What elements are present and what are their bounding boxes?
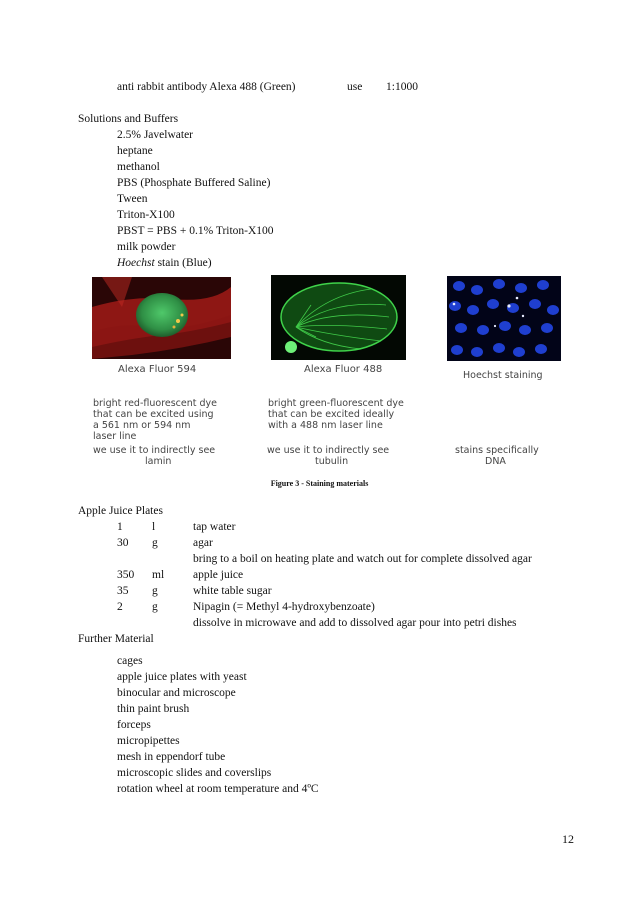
panel1-use: lamin xyxy=(145,456,172,467)
aj-qty: 2 xyxy=(117,601,123,613)
antibody-name: anti rabbit antibody Alexa 488 (Green) xyxy=(117,81,296,93)
further-heading: Further Material xyxy=(78,633,154,645)
panel3-use: stains specifically xyxy=(455,445,539,456)
further-item: apple juice plates with yeast xyxy=(117,671,247,683)
page-number: 12 xyxy=(562,832,574,846)
aj-item: white table sugar xyxy=(193,585,272,597)
aj-unit: g xyxy=(152,585,158,597)
solution-item: methanol xyxy=(117,161,160,173)
further-item: cages xyxy=(117,655,143,667)
aj-item: Nipagin (= Methyl 4-hydroxybenzoate) xyxy=(193,601,375,613)
apple-juice-heading: Apple Juice Plates xyxy=(78,505,163,517)
aj-instruction: dissolve in microwave and add to dissolved agar pour into petri dishes xyxy=(193,617,517,629)
antibody-use: use xyxy=(347,81,363,93)
hoechst-rest: stain (Blue) xyxy=(154,257,212,269)
solution-item: Tween xyxy=(117,193,148,205)
panel1-use: we use it to indirectly see xyxy=(93,445,216,456)
aj-item: agar xyxy=(193,537,213,549)
antibody-dilution: 1:1000 xyxy=(386,81,418,93)
further-item: thin paint brush xyxy=(117,703,190,715)
further-item: microscopic slides and coverslips xyxy=(117,767,272,779)
panel2-desc: that can be excited ideally xyxy=(268,409,395,420)
solution-item: Triton-X100 xyxy=(117,209,175,221)
solutions-heading: Solutions and Buffers xyxy=(78,113,179,125)
solution-item: PBS (Phosphate Buffered Saline) xyxy=(117,177,271,189)
aj-item: tap water xyxy=(193,521,236,533)
aj-unit: g xyxy=(152,601,158,613)
figure-caption: Figure 3 - Staining materials xyxy=(270,479,369,488)
panel2-use: tubulin xyxy=(315,456,349,467)
solution-item: 2.5% Javelwater xyxy=(117,129,193,141)
panel3-title: Hoechst staining xyxy=(463,370,543,381)
solution-item-hoechst xyxy=(117,256,212,270)
further-item: mesh in eppendorf tube xyxy=(117,751,226,763)
alexa594-image xyxy=(92,277,231,359)
solution-item: milk powder xyxy=(117,241,176,253)
further-item: rotation wheel at room temperature and 4ºC xyxy=(117,783,319,795)
panel2-use: we use it to indirectly see xyxy=(267,445,390,456)
aj-unit: ml xyxy=(152,569,165,581)
panel1-desc: that can be excited using xyxy=(93,409,214,420)
aj-qty: 350 xyxy=(117,569,135,581)
panel1-title: Alexa Fluor 594 xyxy=(118,364,197,375)
panel1-desc: bright red-fluorescent dye xyxy=(93,398,218,409)
aj-qty: 35 xyxy=(117,585,129,597)
alexa488-image xyxy=(271,275,406,360)
further-item: micropipettes xyxy=(117,735,180,747)
aj-unit: l xyxy=(152,521,156,533)
solution-item: heptane xyxy=(117,145,153,157)
further-item: binocular and microscope xyxy=(117,687,236,699)
panel2-desc: bright green-fluorescent dye xyxy=(268,398,404,409)
further-item: forceps xyxy=(117,719,151,731)
aj-unit: g xyxy=(152,537,158,549)
solution-item: PBST = PBS + 0.1% Triton-X100 xyxy=(117,225,274,237)
panel2-title: Alexa Fluor 488 xyxy=(304,364,383,375)
aj-item: apple juice xyxy=(193,569,244,581)
hoechst-image xyxy=(447,276,561,361)
panel2-desc: with a 488 nm laser line xyxy=(268,420,383,431)
panel1-desc: laser line xyxy=(93,431,137,442)
aj-qty: 1 xyxy=(117,521,123,533)
hoechst-italic: Hoechst xyxy=(117,257,155,269)
panel1-desc: a 561 nm or 594 nm xyxy=(93,420,191,431)
aj-qty: 30 xyxy=(117,537,129,549)
aj-instruction: bring to a boil on heating plate and watch out for complete dissolved agar xyxy=(193,553,532,565)
panel3-use: DNA xyxy=(485,456,506,467)
